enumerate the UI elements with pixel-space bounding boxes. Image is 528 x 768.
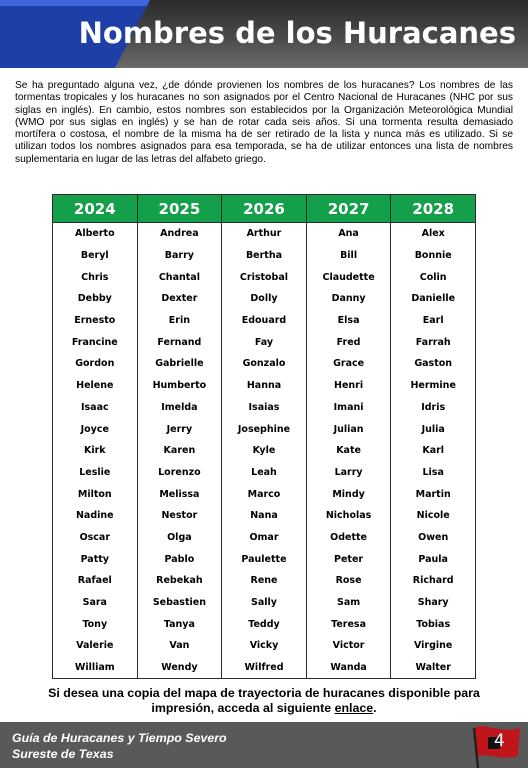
table-row — [53, 440, 476, 462]
storm-name-cell: Bonnie — [391, 245, 476, 267]
storm-name-cell: Arthur — [222, 223, 307, 245]
storm-name-cell: Nicholas — [306, 505, 391, 527]
footer-guide-line-2: Sureste de Texas — [12, 747, 114, 761]
storm-name-cell: Nestor — [137, 505, 222, 527]
year-header-2024: 2024 — [53, 195, 138, 223]
storm-name-cell: Fay — [222, 331, 307, 353]
storm-name-cell: Valerie — [53, 635, 138, 657]
storm-name-cell: William — [53, 657, 138, 679]
table-row — [53, 266, 476, 288]
page-header — [0, 0, 528, 68]
table-row — [53, 527, 476, 549]
storm-name-cell: Andrea — [137, 223, 222, 245]
storm-name-cell: Leslie — [53, 462, 138, 484]
storm-name-cell: Gonzalo — [222, 353, 307, 375]
storm-name-cell: Martin — [391, 483, 476, 505]
year-header-2026: 2026 — [222, 195, 307, 223]
storm-name-cell: Paulette — [222, 548, 307, 570]
storm-name-cell: Van — [137, 635, 222, 657]
table-row — [53, 570, 476, 592]
storm-name-cell: Ernesto — [53, 310, 138, 332]
table-row — [53, 375, 476, 397]
year-header-2025: 2025 — [137, 195, 222, 223]
map-copy-note-text: Si desea una copia del mapa de trayectoria de huracanes disponible para impresión, acceda al siguiente — [48, 686, 480, 715]
storm-name-cell: Gabrielle — [137, 353, 222, 375]
storm-name-cell: Francine — [53, 331, 138, 353]
storm-name-cell: Milton — [53, 483, 138, 505]
storm-name-cell: Farrah — [391, 331, 476, 353]
storm-name-cell: Sam — [306, 592, 391, 614]
page-footer — [0, 722, 528, 768]
hurricane-names-table — [52, 194, 476, 679]
page-title: Nombres de los Huracanes — [78, 16, 516, 50]
table-row — [53, 397, 476, 419]
storm-name-cell: Edouard — [222, 310, 307, 332]
storm-name-cell: Omar — [222, 527, 307, 549]
storm-name-cell: Hermine — [391, 375, 476, 397]
storm-name-cell: Lorenzo — [137, 462, 222, 484]
storm-name-cell: Wanda — [306, 657, 391, 679]
storm-name-cell: Mindy — [306, 483, 391, 505]
storm-name-cell: Richard — [391, 570, 476, 592]
storm-name-cell: Grace — [306, 353, 391, 375]
storm-name-cell: Bertha — [222, 245, 307, 267]
storm-name-cell: Erin — [137, 310, 222, 332]
storm-name-cell: Karen — [137, 440, 222, 462]
storm-name-cell: Larry — [306, 462, 391, 484]
storm-name-cell: Nana — [222, 505, 307, 527]
storm-name-cell: Gaston — [391, 353, 476, 375]
storm-name-cell: Shary — [391, 592, 476, 614]
storm-name-cell: Wendy — [137, 657, 222, 679]
storm-name-cell: Leah — [222, 462, 307, 484]
storm-name-cell: Walter — [391, 657, 476, 679]
storm-name-cell: Chris — [53, 266, 138, 288]
map-copy-note — [20, 686, 508, 716]
storm-name-cell: Joyce — [53, 418, 138, 440]
storm-name-cell: Victor — [306, 635, 391, 657]
storm-name-cell: Gordon — [53, 353, 138, 375]
footer-guide-line-1: Guía de Huracanes y Tiempo Severo — [12, 731, 227, 745]
storm-name-cell: Sally — [222, 592, 307, 614]
storm-name-cell: Ana — [306, 223, 391, 245]
storm-name-cell: Earl — [391, 310, 476, 332]
storm-name-cell: Vicky — [222, 635, 307, 657]
storm-name-cell: Alex — [391, 223, 476, 245]
storm-name-cell: Alberto — [53, 223, 138, 245]
storm-name-cell: Hanna — [222, 375, 307, 397]
storm-name-cell: Rose — [306, 570, 391, 592]
storm-name-cell: Pablo — [137, 548, 222, 570]
table-row — [53, 245, 476, 267]
storm-name-cell: Tobias — [391, 613, 476, 635]
storm-name-cell: Idris — [391, 397, 476, 419]
storm-name-cell: Imelda — [137, 397, 222, 419]
storm-name-cell: Virgine — [391, 635, 476, 657]
storm-name-cell: Fred — [306, 331, 391, 353]
storm-name-cell: Kyle — [222, 440, 307, 462]
footer-guide-title — [12, 730, 227, 762]
storm-name-cell: Rene — [222, 570, 307, 592]
storm-name-cell: Chantal — [137, 266, 222, 288]
storm-name-cell: Marco — [222, 483, 307, 505]
storm-name-cell: Paula — [391, 548, 476, 570]
storm-name-cell: Debby — [53, 288, 138, 310]
table-row — [53, 635, 476, 657]
storm-name-cell: Colin — [391, 266, 476, 288]
table-row — [53, 288, 476, 310]
storm-name-cell: Wilfred — [222, 657, 307, 679]
table-row — [53, 331, 476, 353]
storm-name-cell: Danny — [306, 288, 391, 310]
storm-name-cell: Kirk — [53, 440, 138, 462]
table-row — [53, 548, 476, 570]
map-link[interactable]: enlace — [334, 701, 374, 715]
storm-name-cell: Patty — [53, 548, 138, 570]
intro-paragraph: Se ha preguntado alguna vez, ¿de dónde provienen los nombres de los huracanes? Los nombres de las tormentas tropicales y los huracanes no son asignados por el Centro Nacional de Huracanes (NHC por sus siglas en inglés). En cambio, estos nombres son establecidos por la Organización Meteorológica Mundial (WMO por sus siglas en inglés) y se han de rotar cada seis años. Si una tormenta resulta demasiado mortífera o costosa, el nombre de la misma ha de ser retirado de la lista y nunca más es utilizado. Si se utilizan todos los nombres asignados para esa temporada, se ha de utilizar entonces una lista de nombres suplementaria en lugar de las letras del alfabeto griego. — [15, 80, 513, 165]
storm-name-cell: Isaac — [53, 397, 138, 419]
storm-name-cell: Elsa — [306, 310, 391, 332]
storm-name-cell: Sara — [53, 592, 138, 614]
storm-name-cell: Josephine — [222, 418, 307, 440]
storm-name-cell: Isaias — [222, 397, 307, 419]
storm-name-cell: Olga — [137, 527, 222, 549]
storm-name-cell: Julian — [306, 418, 391, 440]
table-row — [53, 223, 476, 245]
storm-name-cell: Helene — [53, 375, 138, 397]
table-row — [53, 592, 476, 614]
storm-name-cell: Nadine — [53, 505, 138, 527]
storm-name-cell: Cristobal — [222, 266, 307, 288]
year-header-2028: 2028 — [391, 195, 476, 223]
storm-name-cell: Bill — [306, 245, 391, 267]
storm-name-cell: Tanya — [137, 613, 222, 635]
storm-name-cell: Melissa — [137, 483, 222, 505]
map-copy-note-end: . — [373, 701, 377, 715]
table-row — [53, 310, 476, 332]
storm-name-cell: Peter — [306, 548, 391, 570]
storm-name-cell: Kate — [306, 440, 391, 462]
page-number: 4 — [494, 731, 505, 751]
storm-name-cell: Beryl — [53, 245, 138, 267]
storm-name-cell: Dexter — [137, 288, 222, 310]
table-row — [53, 613, 476, 635]
names-table-body — [53, 223, 476, 679]
storm-name-cell: Nicole — [391, 505, 476, 527]
storm-name-cell: Oscar — [53, 527, 138, 549]
year-header-2027: 2027 — [306, 195, 391, 223]
storm-name-cell: Owen — [391, 527, 476, 549]
storm-name-cell: Julia — [391, 418, 476, 440]
storm-name-cell: Imani — [306, 397, 391, 419]
storm-name-cell: Jerry — [137, 418, 222, 440]
storm-name-cell: Rebekah — [137, 570, 222, 592]
storm-name-cell: Barry — [137, 245, 222, 267]
storm-name-cell: Fernand — [137, 331, 222, 353]
storm-name-cell: Sebastien — [137, 592, 222, 614]
year-header-row — [53, 195, 476, 223]
table-row — [53, 353, 476, 375]
storm-name-cell: Humberto — [137, 375, 222, 397]
storm-name-cell: Claudette — [306, 266, 391, 288]
storm-name-cell: Danielle — [391, 288, 476, 310]
storm-name-cell: Teresa — [306, 613, 391, 635]
table-row — [53, 418, 476, 440]
table-row — [53, 462, 476, 484]
storm-name-cell: Rafael — [53, 570, 138, 592]
storm-name-cell: Karl — [391, 440, 476, 462]
storm-name-cell: Dolly — [222, 288, 307, 310]
table-row — [53, 657, 476, 679]
storm-name-cell: Tony — [53, 613, 138, 635]
table-row — [53, 483, 476, 505]
storm-name-cell: Lisa — [391, 462, 476, 484]
storm-name-cell: Odette — [306, 527, 391, 549]
table-row — [53, 505, 476, 527]
storm-name-cell: Henri — [306, 375, 391, 397]
storm-name-cell: Teddy — [222, 613, 307, 635]
